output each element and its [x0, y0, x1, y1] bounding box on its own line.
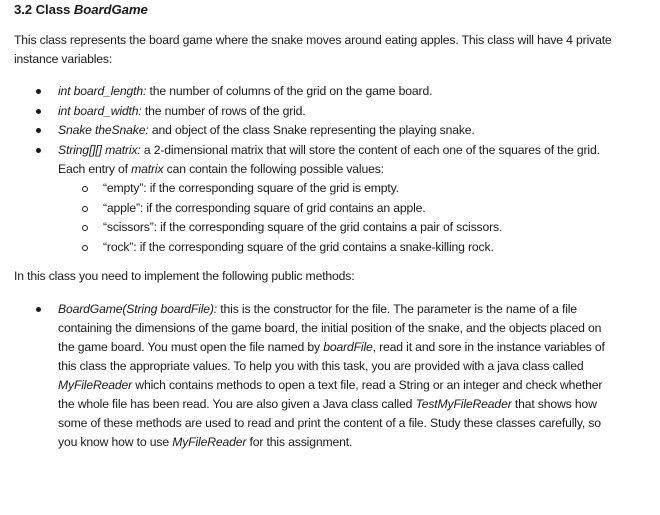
variable-board-length: int board_length: the number of columns of the grid on the game board.	[58, 84, 433, 98]
constructor-line-6: the whole file has been read. You are also given a Java class called TestMyFileReader that shows how	[58, 397, 597, 411]
constructor-line-1: BoardGame(String boardFile): this is the constructor for the file. The parameter is the name of a file	[58, 302, 577, 316]
bullet-icon	[36, 89, 41, 94]
constructor-line-5: MyFileReader which contains methods to open a text file, read a String or an integer and check whether	[58, 378, 603, 392]
value-apple: “apple”: if the corresponding square of grid contains an apple.	[103, 201, 426, 215]
methods-intro: In this class you need to implement the following public methods:	[14, 269, 355, 283]
value-empty: “empty”: if the corresponding square of the grid is empty.	[103, 181, 399, 195]
variable-matrix-continuation: Each entry of matrix can contain the following possible values:	[58, 162, 384, 176]
circle-bullet-icon	[82, 225, 88, 231]
constructor-line-7: some of these methods are used to read and print the content of a file. Study these classes carefully, so	[58, 416, 601, 430]
constructor-line-2: containing the dimensions of the game board, the initial position of the snake, and the objects placed on	[58, 321, 602, 335]
section-number: 3.2 Class	[14, 2, 74, 17]
constructor-line-8: you know how to use MyFileReader for this assignment.	[58, 435, 353, 449]
constructor-line-3: the game board. You must open the file named by boardFile, read it and sore in the instance variables of	[58, 340, 605, 354]
section-class-name: BoardGame	[73, 2, 148, 17]
bullet-icon	[36, 307, 41, 312]
circle-bullet-icon	[82, 245, 88, 251]
circle-bullet-icon	[82, 186, 88, 192]
bullet-icon	[36, 109, 41, 114]
constructor-line-4: this class the appropriate values. To help you with this task, you are provided with a java class called	[58, 359, 584, 373]
intro-line-2: instance variables:	[14, 52, 113, 66]
variable-matrix: String[][] matrix: a 2-dimensional matrix that will store the content of each one of the squares of the grid.	[58, 143, 600, 157]
bullet-icon	[36, 148, 41, 153]
section-heading	[14, 2, 148, 17]
variable-board-width: int board_width: the number of rows of the grid.	[58, 104, 306, 118]
value-scissors: “scissors”: if the corresponding square of the grid contains a pair of scissors.	[103, 220, 503, 234]
variable-the-snake: Snake theSnake: and object of the class Snake representing the playing snake.	[58, 123, 475, 137]
intro-line-1: This class represents the board game where the snake moves around eating apples. This class will have 4 private	[14, 33, 612, 47]
bullet-icon	[36, 128, 41, 133]
circle-bullet-icon	[82, 206, 88, 212]
value-rock: “rock”: if the corresponding square of the grid contains a snake-killing rock.	[103, 240, 494, 254]
